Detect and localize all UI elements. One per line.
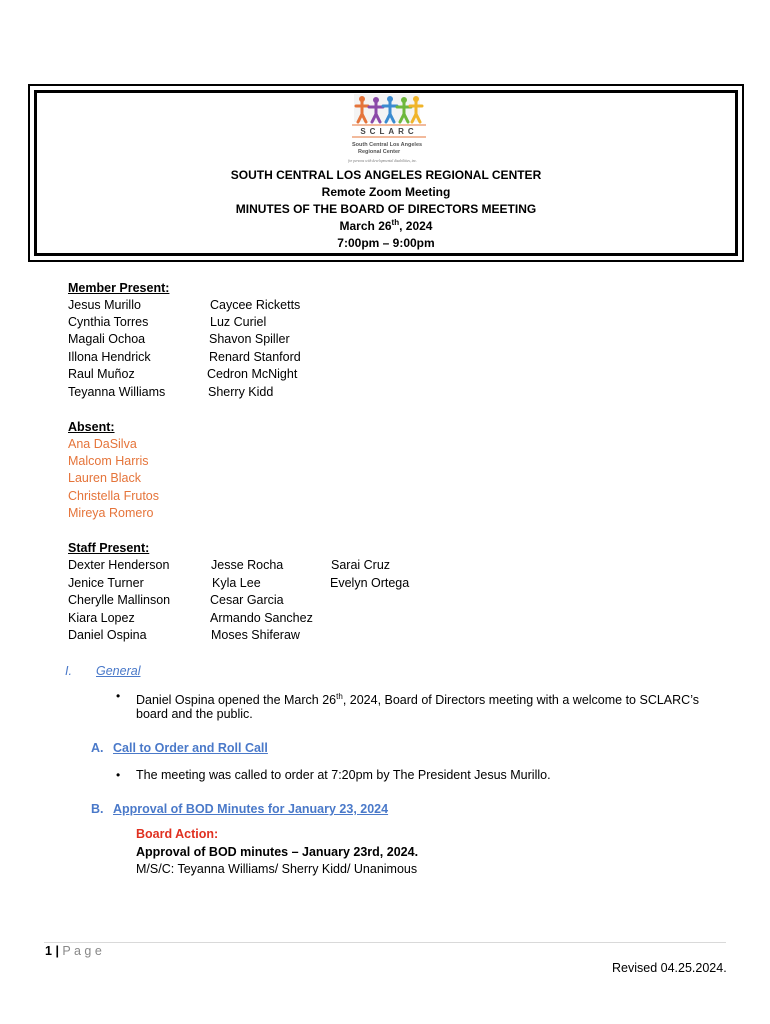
bullet-icon: •: [116, 689, 121, 703]
general-line1-post: , 2024, Board of Directors meeting with a welcome to SCLARC’s: [342, 693, 699, 708]
date-post: , 2024: [399, 219, 433, 233]
page-separator: |: [55, 944, 59, 958]
absent-name: Ana DaSilva: [68, 437, 137, 451]
staff-name: Daniel Ospina: [68, 628, 147, 642]
meeting-type: Remote Zoom Meeting: [321, 185, 451, 199]
staff-name: Sarai Cruz: [331, 558, 391, 572]
document-title: MINUTES OF THE BOARD OF DIRECTORS MEETING: [235, 202, 537, 216]
meeting-date: [28, 218, 744, 235]
staff-name: Cherylle Mallinson: [68, 593, 171, 607]
section-b-link[interactable]: Approval of BOD Minutes for January 23, 2024: [113, 802, 389, 816]
member-name: Shavon Spiller: [209, 332, 290, 346]
logo-tagline: for persons with developmental disabilities, inc.: [348, 159, 417, 163]
staff-name: Jenice Turner: [68, 576, 144, 590]
member-name: Renard Stanford: [209, 350, 301, 364]
logo-sub2: Regional Center: [358, 149, 401, 155]
member-name: Luz Curiel: [210, 315, 267, 329]
member-name: Cynthia Torres: [68, 315, 149, 329]
motion-text: M/S/C: Teyanna Williams/ Sherry Kidd/ Unanimous: [136, 862, 418, 876]
staff-heading: Staff Present:: [68, 541, 150, 555]
staff-name: Dexter Henderson: [68, 558, 170, 572]
org-name: SOUTH CENTRAL LOS ANGELES REGIONAL CENTER: [230, 168, 542, 182]
section-a-link[interactable]: Call to Order and Roll Call: [113, 741, 268, 755]
sclarc-logo: [346, 92, 436, 166]
absent-name: Christella Frutos: [68, 489, 159, 503]
absent-name: Lauren Black: [68, 471, 141, 485]
staff-name: Armando Sanchez: [210, 611, 313, 625]
board-action-label: Board Action:: [136, 827, 219, 841]
member-name: Teyanna Williams: [68, 385, 166, 399]
member-name: Cedron McNight: [207, 367, 298, 381]
footer-divider: [44, 942, 726, 943]
people-logo-icon: [346, 92, 436, 166]
staff-name: Kyla Lee: [212, 576, 261, 590]
absent-name: Mireya Romero: [68, 506, 154, 520]
page-number: 1: [45, 944, 52, 958]
staff-name: Cesar Garcia: [210, 593, 284, 607]
date-sup: th: [391, 218, 400, 227]
member-name: Illona Hendrick: [68, 350, 151, 364]
staff-name: Jesse Rocha: [211, 558, 284, 572]
general-line1-pre: Daniel Ospina opened the March 26: [136, 693, 337, 708]
members-heading: Member Present:: [68, 281, 170, 295]
absent-heading: Absent:: [68, 420, 115, 434]
general-line1-sup: th: [336, 692, 343, 701]
absent-name: Malcom Harris: [68, 454, 149, 468]
call-to-order-text: The meeting was called to order at 7:20pm by The President Jesus Murillo.: [136, 768, 551, 782]
section-general-link[interactable]: General: [96, 664, 141, 678]
staff-name: Moses Shiferaw: [211, 628, 300, 642]
page-word: P a g e: [62, 944, 102, 958]
staff-name: Evelyn Ortega: [330, 576, 410, 590]
section-numeral: I.: [65, 664, 72, 678]
logo-text: SCLARC: [360, 127, 418, 136]
revised-date: Revised 04.25.2024.: [612, 961, 727, 975]
section-b-letter: B.: [91, 802, 104, 816]
member-name: Magali Ochoa: [68, 332, 146, 346]
general-bullet-line2: board and the public.: [136, 707, 253, 721]
logo-sub1: South Central Los Angeles: [352, 142, 423, 148]
member-name: Raul Muñoz: [68, 367, 135, 381]
member-name: Sherry Kidd: [208, 385, 274, 399]
bullet-icon: •: [116, 768, 121, 782]
board-action-text: Approval of BOD minutes – January 23rd, 2024.: [136, 845, 419, 859]
member-name: Caycee Ricketts: [210, 298, 301, 312]
page-footer: [45, 943, 102, 960]
meeting-time: 7:00pm – 9:00pm: [337, 236, 435, 250]
section-a-letter: A.: [91, 741, 104, 755]
staff-name: Kiara Lopez: [68, 611, 135, 625]
member-name: Jesus Murillo: [68, 298, 141, 312]
date-pre: March 26: [339, 219, 392, 233]
